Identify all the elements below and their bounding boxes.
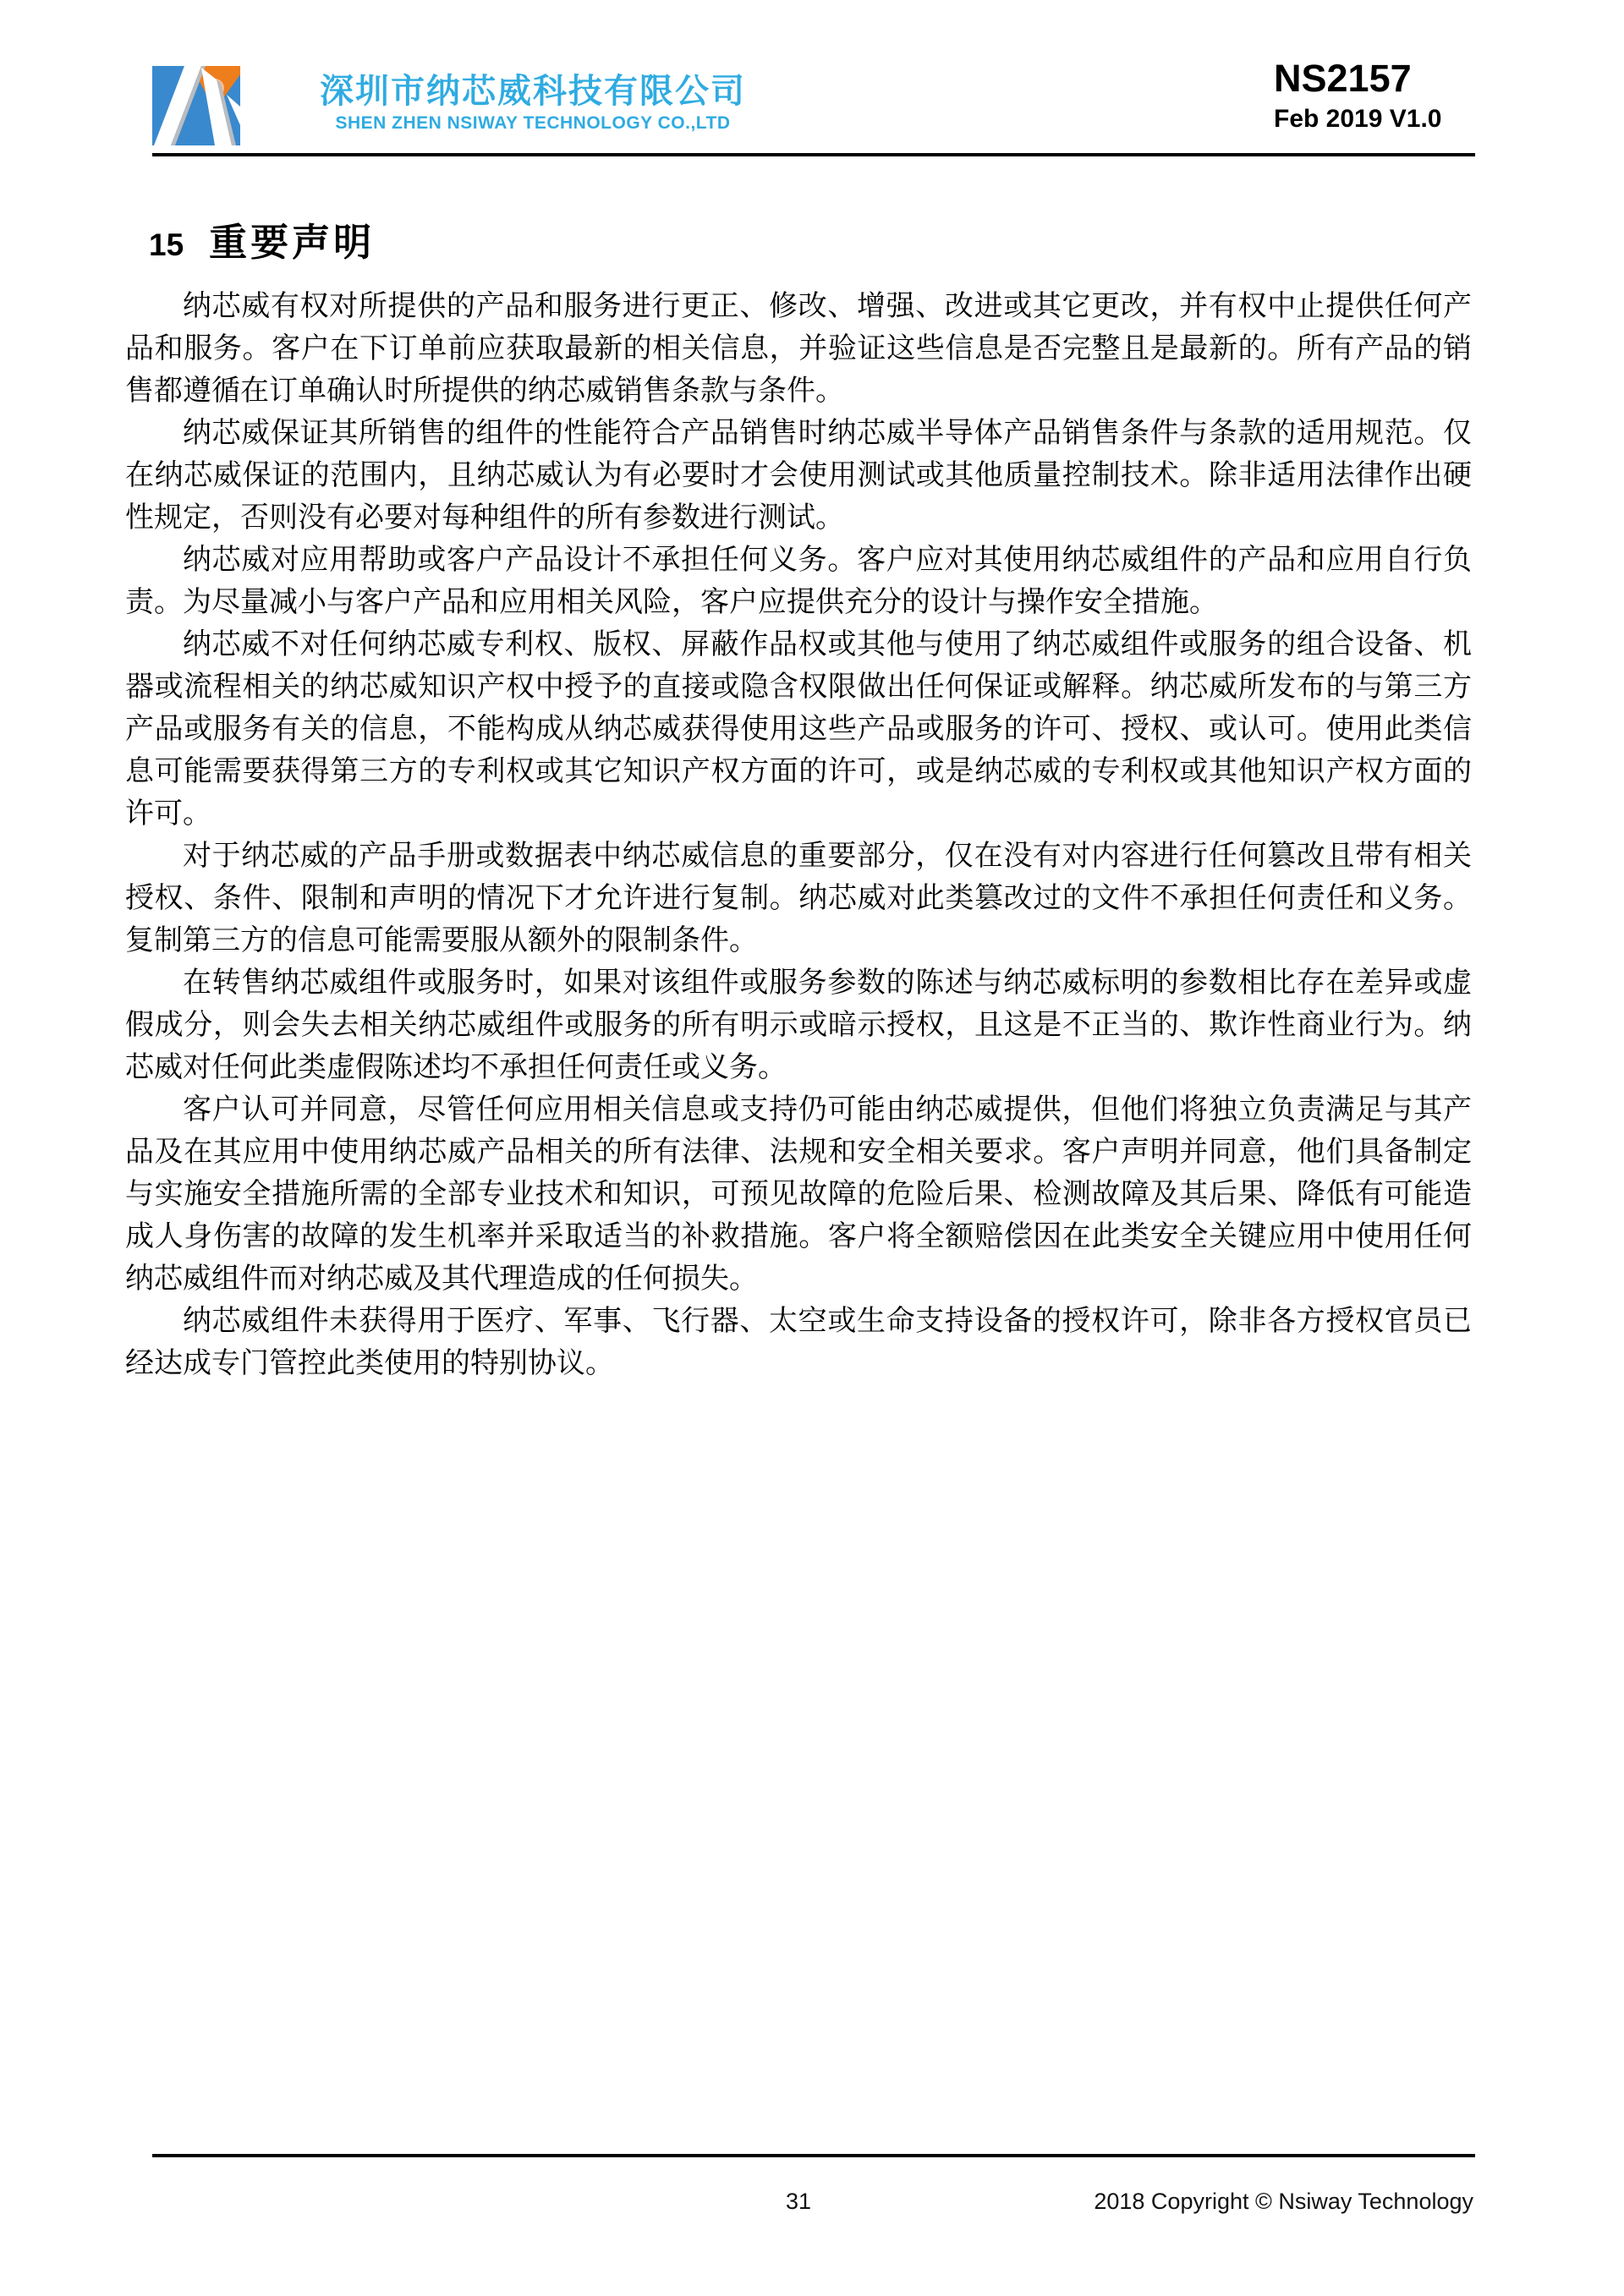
statement-paragraph-2: 纳芯威保证其所销售的组件的性能符合产品销售时纳芯威半导体产品销售条件与条款的适用规范。仅在纳芯威保证的范围内，且纳芯威认为有必要时才会使用测试或其他质量控制技术。除非适用法律作出硬性规定，否则没有必要对每种组件的所有参数进行测试。	[125, 418, 1472, 534]
header-divider	[152, 153, 1475, 156]
part-number: NS2157	[1274, 57, 1412, 100]
statement-paragraph-3: 纳芯威对应用帮助或客户产品设计不承担任何义务。客户应对其使用纳芯威组件的产品和应用自行负责。为尽量减小与客户产品和应用相关风险，客户应提供充分的设计与操作安全措施。	[125, 545, 1472, 618]
section-heading	[149, 211, 375, 266]
statement-paragraph-8: 纳芯威组件未获得用于医疗、军事、飞行器、太空或生命支持设备的授权许可，除非各方授权官员已经达成专门管控此类使用的特别协议。	[125, 1306, 1472, 1379]
statement-body	[125, 286, 1472, 1385]
copyright-notice: 2018 Copyright © Nsiway Technology	[1094, 2189, 1473, 2214]
statement-paragraph-7: 客户认可并同意，尽管任何应用相关信息或支持仍可能由纳芯威提供，但他们将独立负责满足与其产品及在其应用中使用纳芯威产品相关的所有法律、法规和安全相关要求。客户声明并同意，他们具备制定与实施安全措施所需的全部专业技术和知识，可预见故障的危险后果、检测故障及其后果、降低有可能造成人身伤害的故障的发生机率并采取适当的补救措施。客户将全额赔偿因在此类安全关键应用中使用任何纳芯威组件而对纳芯威及其代理造成的任何损失。	[125, 1094, 1472, 1295]
nsiway-logo-icon	[152, 66, 240, 145]
document-id-block	[1274, 59, 1441, 134]
company-name-en: SHEN ZHEN NSIWAY TECHNOLOGY CO.,LTD	[335, 113, 731, 133]
statement-paragraph-1: 纳芯威有权对所提供的产品和服务进行更正、修改、增强、改进或其它更改，并有权中止提供任何产品和服务。客户在下订单前应获取最新的相关信息，并验证这些信息是否完整且是最新的。所有产品的销售都遵循在订单确认时所提供的纳芯威销售条款与条件。	[125, 291, 1472, 407]
section-title: 重要声明	[209, 222, 376, 264]
footer-divider	[152, 2154, 1475, 2157]
statement-paragraph-5: 对于纳芯威的产品手册或数据表中纳芯威信息的重要部分，仅在没有对内容进行任何篡改且带有相关授权、条件、限制和声明的情况下才允许进行复制。纳芯威对此类篡改过的文件不承担任何责任和义务。复制第三方的信息可能需要服从额外的限制条件。	[125, 841, 1472, 956]
statement-paragraph-4: 纳芯威不对任何纳芯威专利权、版权、屏蔽作品权或其他与使用了纳芯威组件或服务的组合设备、机器或流程相关的纳芯威知识产权中授予的直接或隐含权限做出任何保证或解释。纳芯威所发布的与第三方产品或服务有关的信息，不能构成从纳芯威获得使用这些产品或服务的许可、授权、或认可。使用此类信息可能需要获得第三方的专利权或其它知识产权方面的许可，或是纳芯威的专利权或其他知识产权方面的许可。	[125, 629, 1472, 830]
company-name-cn: 深圳市纳芯威科技有限公司	[320, 73, 746, 110]
company-block	[288, 73, 778, 134]
statement-paragraph-6: 在转售纳芯威组件或服务时，如果对该组件或服务参数的陈述与纳芯威标明的参数相比存在差异或虚假成分，则会失去相关纳芯威组件或服务的所有明示或暗示授权，且这是不正当的、欺诈性商业行为。纳芯威对任何此类虚假陈述均不承担任何责任或义务。	[125, 967, 1472, 1083]
page-number: 31	[785, 2189, 812, 2214]
section-number: 15	[149, 227, 184, 262]
revision-date: Feb 2019 V1.0	[1274, 105, 1442, 133]
